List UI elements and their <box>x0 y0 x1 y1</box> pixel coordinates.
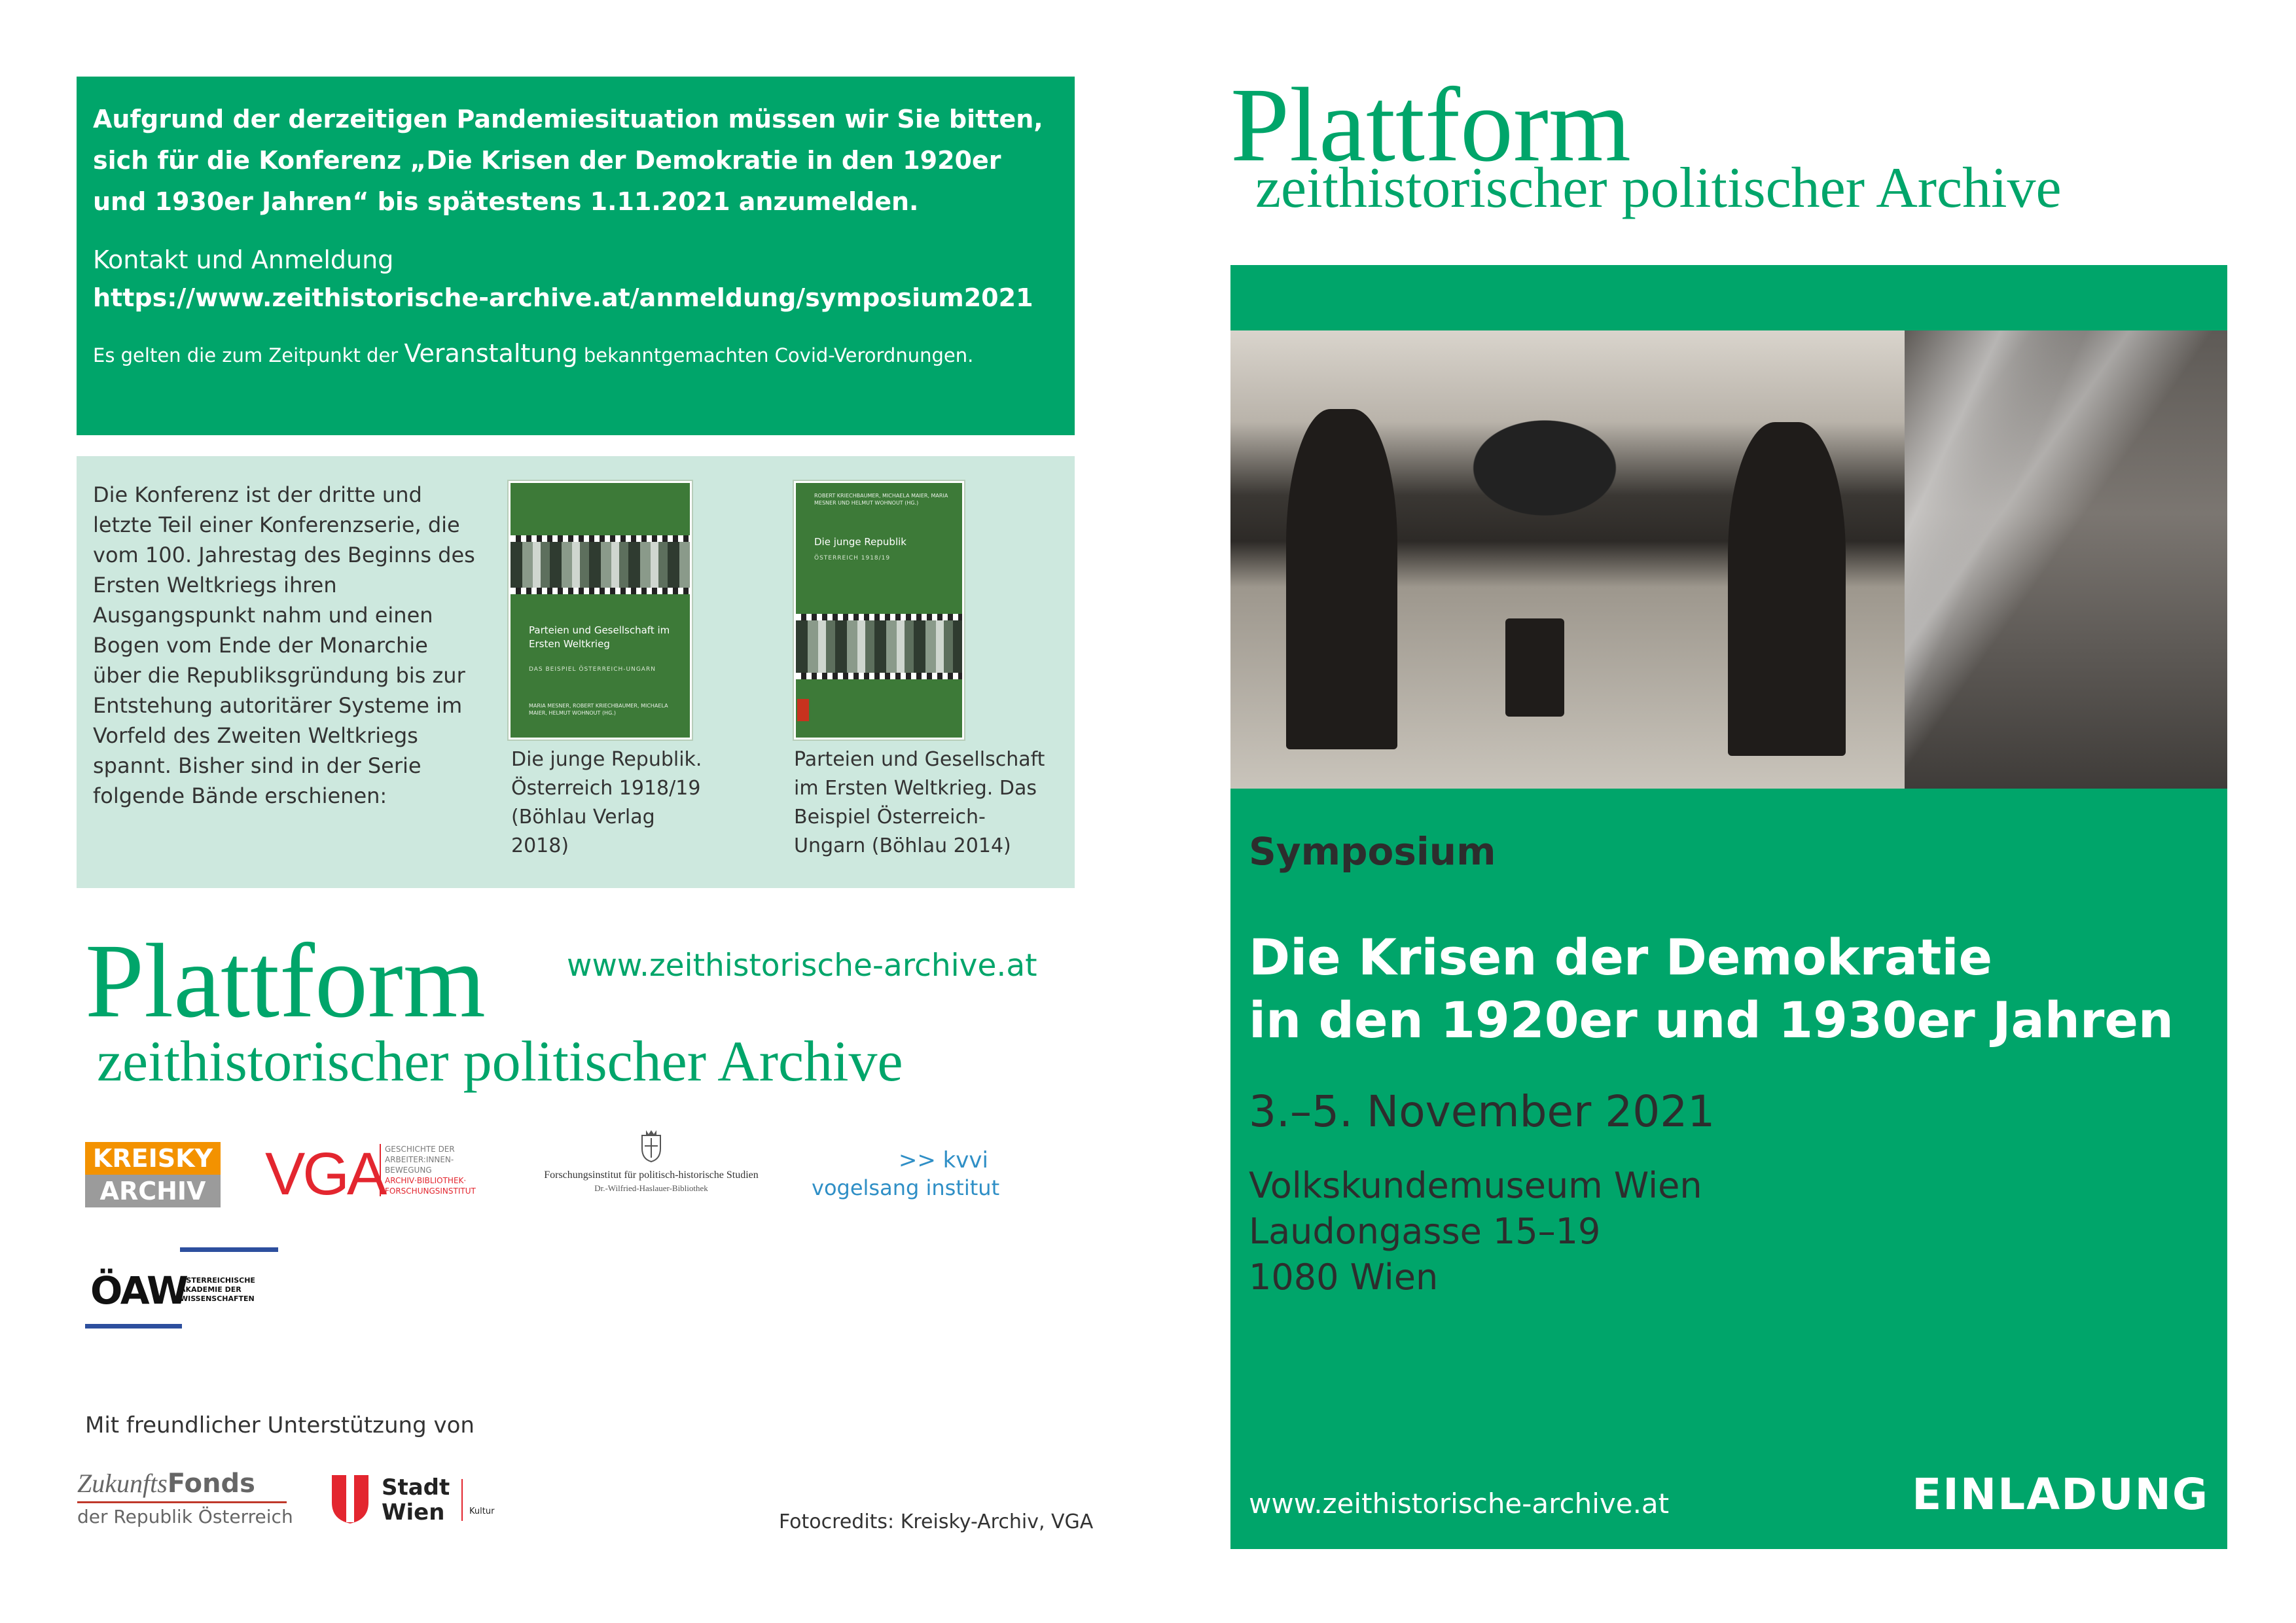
green-header-band <box>1230 265 2227 330</box>
covid-note-highlight: Veranstaltung <box>404 339 578 368</box>
vga-line: ARCHIV·BIBLIOTHEK· <box>385 1176 467 1185</box>
wien-kultur: Kultur <box>469 1507 495 1516</box>
registration-link[interactable]: https://www.zeithistorische-archive.at/anmeldung/symposium2021 <box>93 283 1033 312</box>
publisher-mark <box>797 699 809 721</box>
oeaw-bar-bottom <box>85 1324 182 1329</box>
book-cover-subtitle: DAS BEISPIEL ÖSTERREICH-UNGARN <box>529 666 656 673</box>
soldier-silhouette <box>1728 422 1846 756</box>
event-kind: Symposium <box>1249 829 1496 874</box>
book-cover-title: Die junge Republik <box>814 536 906 548</box>
vga-line: BEWEGUNG <box>385 1166 432 1175</box>
zf-rule <box>77 1501 287 1503</box>
book-cover-junge-republik <box>794 481 964 740</box>
wien-line: Wien <box>382 1499 445 1525</box>
oeaw-line: WISSENSCHAFTEN <box>180 1294 255 1303</box>
historic-photo-collage <box>1230 330 2227 789</box>
wien-shield-icon <box>331 1474 370 1525</box>
venue-city: 1080 Wien <box>1249 1257 1439 1298</box>
kvvi-name: vogelsang institut <box>812 1175 1000 1200</box>
book-cover-authors: MARIA MESNER, ROBERT KRIECHBAUMER, MICHAELA MAIER, HELMUT WOHNOUT (HG.) <box>529 703 668 716</box>
notice-text: Aufgrund der derzeitigen Pandemiesituation müssen wir Sie bitten, sich für die Konferenz „Die Krisen der Demokratie in den 1920er und 1930er Jahren“ bis spätestens 1.11.2021 anzumelden. <box>93 105 1043 216</box>
vga-caption <box>380 1144 476 1196</box>
zf-italic: Zukunfts <box>77 1469 168 1498</box>
oeaw-line: AKADEMIE DER <box>180 1285 242 1294</box>
photo-credits: Fotocredits: Kreisky-Archiv, VGA <box>779 1510 1094 1533</box>
brand-website-link[interactable]: www.zeithistorische-archive.at <box>567 948 1037 984</box>
vga-mark: VGA <box>265 1141 385 1207</box>
covid-note <box>93 340 1050 368</box>
vga-logo <box>265 1140 481 1212</box>
support-label: Mit freundlicher Unterstützung von <box>85 1412 475 1438</box>
contact-label: Kontakt und Anmeldung <box>93 245 394 274</box>
registration-notice <box>77 77 1075 435</box>
zukunftsfonds-logo <box>77 1467 293 1529</box>
soldiers-street-photo <box>1230 330 1905 789</box>
oeaw-logo <box>85 1247 281 1332</box>
vga-line: GESCHICHTE DER <box>385 1145 455 1154</box>
venue-street: Laudongasse 15–19 <box>1249 1211 1601 1252</box>
series-description: Die Konferenz ist der dritte und letzte Teil einer Konferenzserie, die vom 100. Jahrestag des Beginns des Ersten Weltkriegs ihren Ausgangspunkt nahm und einen Bogen vom Ende der Monarchie über die Republiksgründung bis zur Entstehung autoritärer Systeme im Vorfeld des Zweiten Weltkriegs spannt. Bisher sind in der Serie folgende Bände erschienen: <box>93 482 475 808</box>
kreisky-logo-top: KREISKY <box>85 1142 221 1175</box>
wien-line: Stadt <box>382 1474 450 1501</box>
oeaw-line: ÖSTERREICHISCHE <box>180 1276 255 1285</box>
forschungsinstitut-logo <box>524 1129 779 1207</box>
oeaw-caption <box>180 1276 255 1304</box>
book-cover-parteien <box>509 481 692 740</box>
kvvi-mark: >> kvvi <box>898 1147 988 1173</box>
book-cover-subtitle: ÖSTERREICH 1918/19 <box>814 555 891 562</box>
wien-divider <box>461 1479 463 1521</box>
book-cover-authors: ROBERT KRIECHBAUMER, MICHAELA MAIER, MARIA MESNER UND HELMUT WOHNOUT (HG.) <box>814 493 948 506</box>
venue-name: Volkskundemuseum Wien <box>1249 1165 1702 1206</box>
invitation-label: EINLADUNG <box>1912 1469 2209 1520</box>
book-caption: Die junge Republik. Österreich 1918/19 (Böhlau Verlag 2018) <box>511 748 702 857</box>
soldier-silhouette <box>1286 409 1397 749</box>
event-date: 3.–5. November 2021 <box>1249 1086 1715 1137</box>
burning-building-photo <box>1905 330 2227 789</box>
brand-subtitle-header: zeithistorischer politischer Archive <box>1255 156 2062 220</box>
conference-series-box <box>77 456 1075 888</box>
machine-gun-silhouette <box>1505 618 1564 717</box>
vogelsang-institut-logo <box>812 1147 1000 1205</box>
fi-title: Forschungsinstitut für politisch-historische Studien <box>544 1169 759 1181</box>
brand-name: Plattform <box>85 923 486 1040</box>
brand-name-header: Plattform <box>1230 67 1631 184</box>
wien-wordmark <box>382 1475 450 1525</box>
coat-of-arms-icon <box>638 1129 664 1163</box>
event-title-line: Die Krisen der Demokratie <box>1249 928 1993 986</box>
kreisky-logo-bottom: ARCHIV <box>85 1175 221 1207</box>
fi-subtitle: Dr.-Wilfried-Haslauer-Bibliothek <box>594 1183 708 1193</box>
oeaw-mark: ÖAW <box>90 1268 188 1313</box>
covid-note-end: bekanntgemachten Covid-Verordnungen. <box>583 344 974 366</box>
vga-line: ARBEITER:INNEN- <box>385 1155 454 1164</box>
event-venue <box>1249 1163 1702 1300</box>
event-website-link[interactable]: www.zeithistorische-archive.at <box>1249 1488 1670 1520</box>
event-details-panel <box>1230 789 2227 1549</box>
book-caption: Parteien und Gesellschaft im Ersten Weltkrieg. Das Beispiel Österreich-Ungarn (Böhlau 2014) <box>794 748 1045 857</box>
event-title-line: in den 1920er und 1930er Jahren <box>1249 991 2174 1049</box>
brand-subtitle: zeithistorischer politischer Archive <box>97 1030 903 1094</box>
zf-subtitle: der Republik Österreich <box>77 1506 293 1527</box>
event-title <box>1249 926 2174 1052</box>
book-cover-title: Parteien und Gesellschaft im Ersten Weltkrieg <box>529 624 670 650</box>
kreisky-archiv-logo <box>85 1142 221 1207</box>
covid-note-start: Es gelten die zum Zeitpunkt der <box>93 344 399 366</box>
zf-bold: Fonds <box>167 1469 255 1499</box>
vga-line: FORSCHUNGSINSTITUT <box>385 1186 476 1196</box>
oeaw-bar-top <box>180 1247 278 1252</box>
zf-wordmark <box>77 1467 287 1500</box>
stadt-wien-logo <box>331 1474 507 1526</box>
